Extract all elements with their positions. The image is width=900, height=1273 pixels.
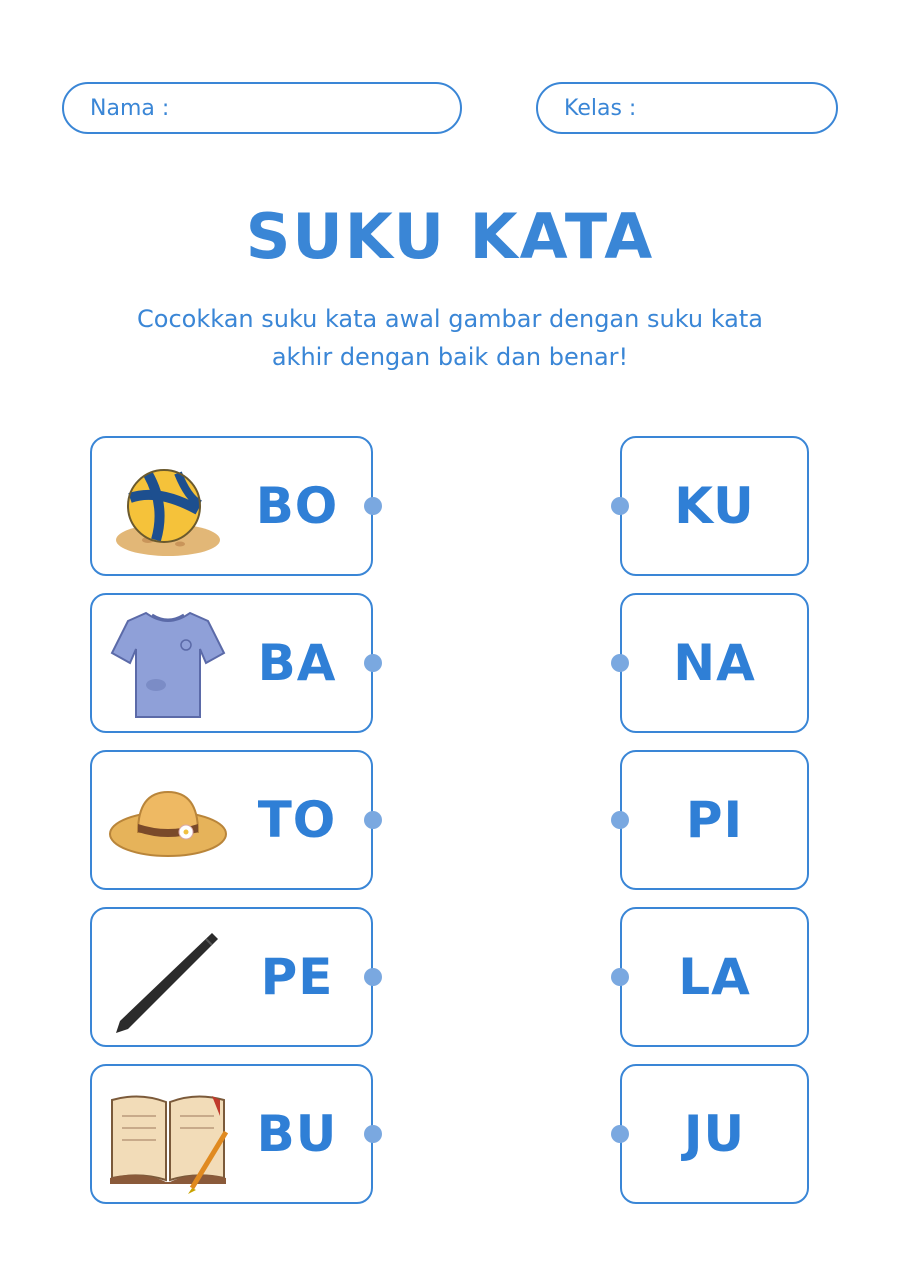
syllable-left: PE <box>260 948 334 1006</box>
right-card-5 <box>620 1064 809 1204</box>
syllable-left: BU <box>256 1105 338 1163</box>
left-card-3 <box>90 750 373 890</box>
right-card-3 <box>620 750 809 890</box>
page-title: SUKU KATA <box>245 200 655 273</box>
connector-dot[interactable] <box>364 1125 382 1143</box>
syllable-right: LA <box>678 948 751 1006</box>
syllable-left: BO <box>255 477 339 535</box>
hat-icon <box>108 762 228 880</box>
syllable-right: PI <box>685 791 744 849</box>
syllable-right: NA <box>673 634 756 692</box>
right-card-4 <box>620 907 809 1047</box>
volleyball-icon <box>108 448 228 566</box>
name-label: Nama : <box>90 95 170 121</box>
class-label: Kelas : <box>564 95 637 121</box>
class-field[interactable] <box>536 82 838 134</box>
left-card-2 <box>90 593 373 733</box>
pen-icon <box>108 919 228 1037</box>
syllable-left: BA <box>257 634 337 692</box>
shirt-icon <box>108 605 228 723</box>
connector-dot[interactable] <box>364 811 382 829</box>
left-card-4 <box>90 907 373 1047</box>
book-icon <box>108 1076 228 1194</box>
connector-dot[interactable] <box>364 968 382 986</box>
left-card-1 <box>90 436 373 576</box>
right-card-1 <box>620 436 809 576</box>
name-field[interactable] <box>62 82 462 134</box>
syllable-left: TO <box>257 791 337 849</box>
syllable-right: JU <box>683 1105 746 1163</box>
instruction-text: Cocokkan suku kata awal gambar dengan suku kata akhir dengan baik dan benar! <box>137 305 763 371</box>
right-card-2 <box>620 593 809 733</box>
connector-dot[interactable] <box>364 654 382 672</box>
syllable-right: KU <box>674 477 755 535</box>
connector-dot[interactable] <box>364 497 382 515</box>
left-card-5 <box>90 1064 373 1204</box>
